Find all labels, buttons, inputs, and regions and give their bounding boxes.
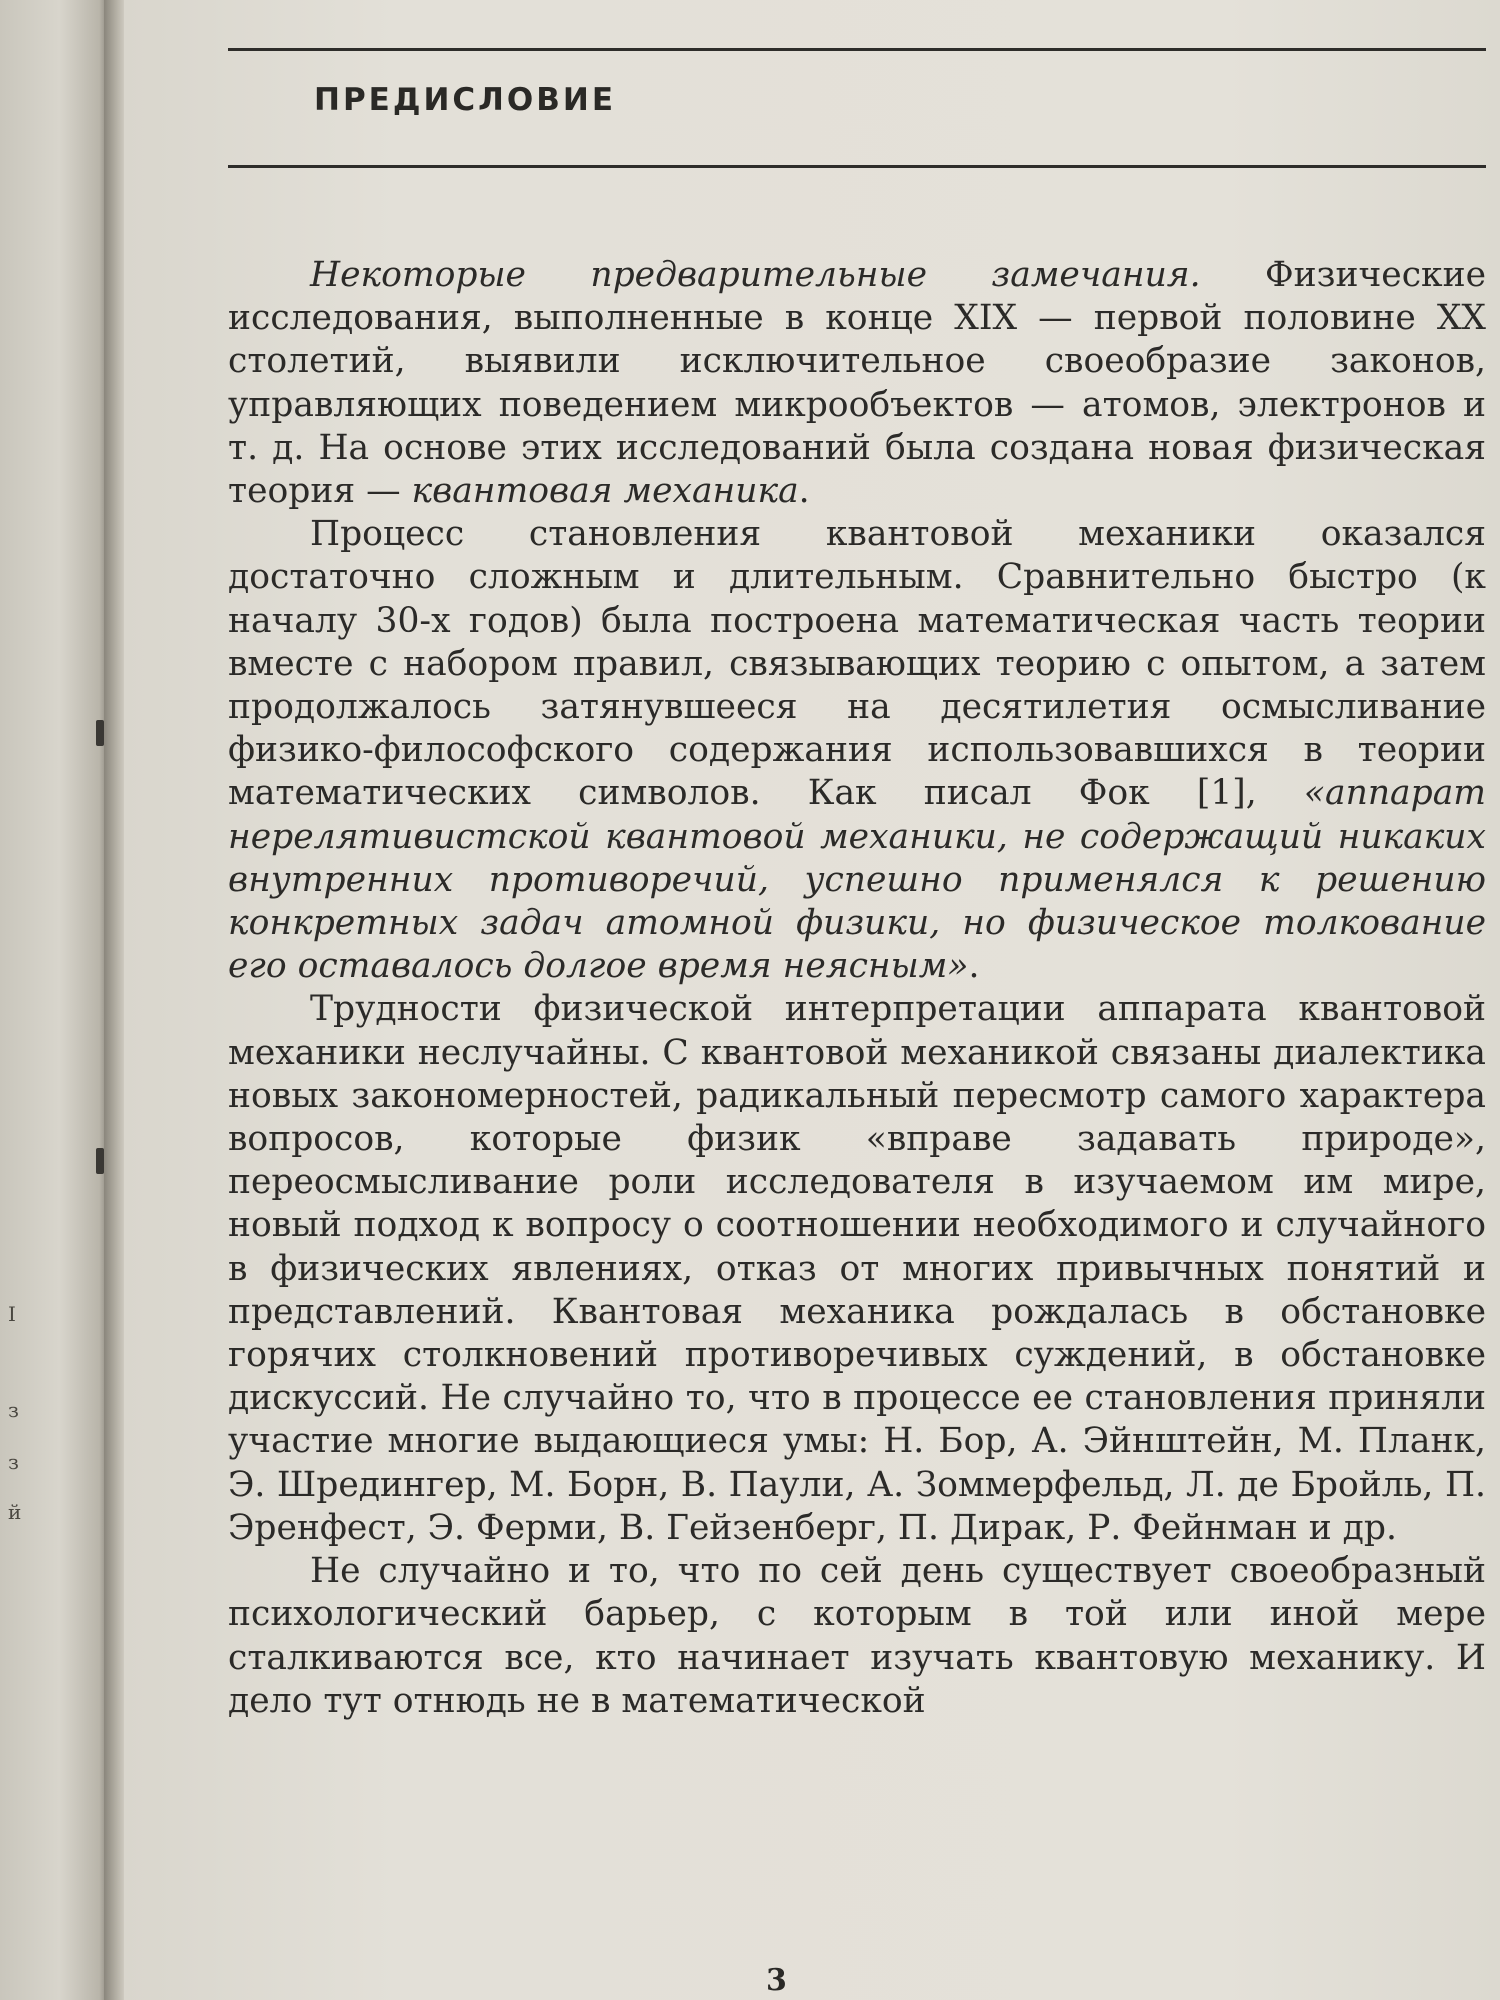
paragraph: [228, 513, 1486, 988]
header-rule-top: [228, 48, 1486, 51]
paragraph-end: .: [968, 946, 980, 987]
chapter-heading: ПРЕДИСЛОВИЕ: [314, 82, 616, 118]
paragraph-italic-term: квантовая механика: [400, 471, 799, 512]
book-page: [124, 0, 1500, 2000]
left-page-mark: I: [8, 1302, 16, 1326]
body-text: [228, 254, 1486, 1723]
book-gutter: [104, 0, 126, 2000]
paragraph-text: Трудности физической интерпретации аппарата квантовой механики неслучайны. С квантовой механикой связаны диалектика новых закономерностей, радикальный пересмотр самого характера вопросов, которые физик «вправе задавать природе», переосмысливание роли исследователя в изучаемом им мире, новый подход к вопросу о соотношении необходимого и случайного в физических явлениях, отказ от многих привычных понятий и представлений. Квантовая механика рождалась в обстановке горячих столкновений противоречивых суждений, в обстановке дискуссий. Не случайно то, что в процессе ее становления приняли участие многие выдающиеся умы: Н. Бор, А. Эйнштейн, М. Планк, Э. Шредингер, М. Борн, В. Паули, А. Зоммерфельд, Л. де Бройль, П. Эренфест, Э. Ферми, В. Гейзенберг, П. Дирак, Р. Фейнман и др.: [228, 989, 1486, 1548]
paragraph: [228, 1550, 1486, 1723]
left-page-mark: й: [8, 1500, 22, 1524]
left-page-edge: [0, 0, 108, 2000]
paragraph-quote: «аппарат нерелятивистской квантовой механики, не содержащий никаких внутренних противоречий, успешно применялся к решению конкретных задач атомной физики, но физическое толкование его оставалось долгое время неясным»: [228, 773, 1486, 987]
binding-stitch: [96, 720, 104, 746]
paragraph-text: Процесс становления квантовой механики оказался достаточно сложным и длительным. Сравнительно быстро (к началу 30-х годов) была построена математическая часть теории вместе с набором правил, связывающих теорию с опытом, а затем продолжалось затянувшееся на десятилетия осмысливание физико-философского содержания использовавшихся в теории математических символов. Как писал Фок [1],: [228, 514, 1486, 814]
paragraph-text: Не случайно и то, что по сей день существует своеобразный психологический барьер, с которым в той или иной мере сталкиваются все, кто начинает изучать квантовую механику. И дело тут отнюдь не в математической: [228, 1551, 1486, 1721]
binding-stitch: [96, 1148, 104, 1174]
left-page-mark: з: [8, 1450, 19, 1474]
paragraph: [228, 988, 1486, 1550]
paragraph: [228, 254, 1486, 513]
page-number: 3: [766, 1963, 787, 1998]
header-rule-bottom: [228, 165, 1486, 168]
paragraph-end: .: [798, 471, 810, 512]
paragraph-lead-italic: Некоторые предварительные замечания.: [310, 255, 1201, 295]
paragraph-text: Физические исследования, выполненные в конце XIX — первой половине XX столетий, выявили исключительное своеобразие законов, управляющих поведением микрообъектов — атомов, электронов и т. д. На основе этих исследований была создана новая физическая теория —: [228, 255, 1486, 512]
left-page-mark: з: [8, 1398, 19, 1422]
